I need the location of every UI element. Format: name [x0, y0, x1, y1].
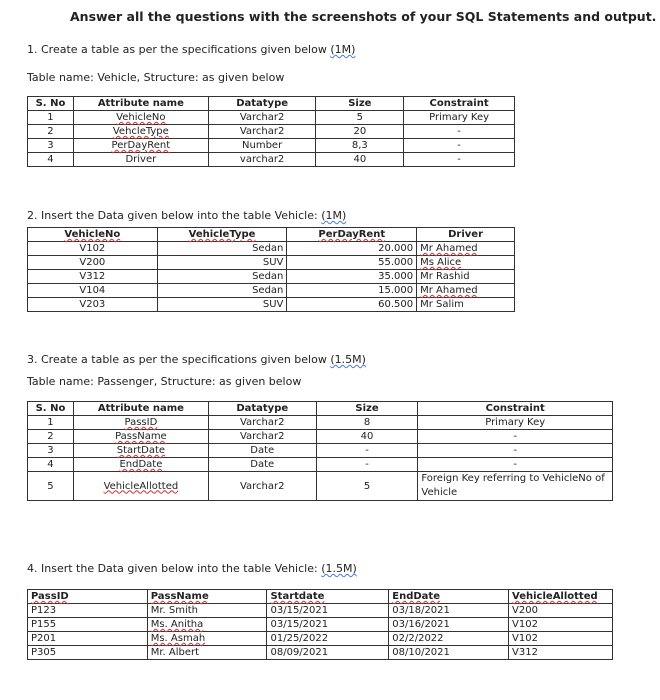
table-cell: Varchar2 — [208, 125, 316, 139]
header-cell: Constraint — [418, 402, 613, 416]
table-cell: 8,3 — [316, 139, 404, 153]
header-cell: Driver — [417, 228, 515, 242]
header-cell: VehicleType — [188, 229, 256, 240]
table-cell: 55.000 — [287, 256, 417, 270]
table-cell: 40 — [316, 430, 418, 444]
vehicle-data-table — [27, 227, 515, 312]
table-cell: - — [418, 444, 613, 458]
table-cell: P201 — [28, 632, 148, 646]
table-row — [28, 472, 613, 501]
table-cell: Sedan — [157, 270, 287, 284]
table-cell: 03/16/2021 — [389, 618, 509, 632]
table-cell: 1 — [28, 111, 74, 125]
table-cell: 5 — [28, 472, 74, 501]
question-3-subtitle: Table name: Passenger, Structure: as given below — [27, 375, 302, 388]
table-cell: Varchar2 — [208, 416, 316, 430]
table-cell: PerDayRent — [111, 140, 171, 151]
table-cell: 40 — [316, 153, 404, 167]
header-cell: Datatype — [208, 97, 316, 111]
table-cell: P155 — [28, 618, 148, 632]
table-cell: 20 — [316, 125, 404, 139]
table-cell: Primary Key — [404, 111, 515, 125]
question-2-label: 2. Insert the Data given below into the table Vehicle: — [27, 209, 322, 222]
table-cell: Mr Rashid — [417, 270, 515, 284]
table-row — [28, 153, 515, 167]
header-cell: S. No — [28, 402, 74, 416]
table-cell: Number — [208, 139, 316, 153]
table-cell: Foreign Key referring to VehicleNo of Vehicle — [418, 472, 613, 501]
table-cell: VehcleType — [112, 126, 169, 137]
table-cell: V200 — [28, 256, 158, 270]
table-cell: varchar2 — [208, 153, 316, 167]
vehicle-structure-table — [27, 96, 515, 167]
table-cell: Varchar2 — [208, 472, 316, 501]
table-row — [28, 604, 613, 618]
table-cell: Ms Alice — [420, 257, 462, 268]
table-cell: Primary Key — [418, 416, 613, 430]
table-cell: 08/10/2021 — [389, 646, 509, 660]
table-cell: 60.500 — [287, 298, 417, 312]
table-cell: 2 — [28, 430, 74, 444]
table-row — [28, 646, 613, 660]
table-cell: P305 — [28, 646, 148, 660]
question-3-marks: (1.5M) — [330, 353, 366, 366]
table-cell: Mr. Smith — [147, 604, 267, 618]
table-row — [28, 618, 613, 632]
question-1-label: 1. Create a table as per the specifications given below — [27, 43, 331, 56]
header-cell: EndDate — [392, 591, 440, 602]
table-cell: 3 — [28, 139, 74, 153]
table-cell: VehicleNo — [116, 112, 166, 123]
header-cell: Attribute name — [73, 97, 208, 111]
table-cell: V200 — [509, 604, 613, 618]
table-row — [28, 444, 613, 458]
table-row — [28, 298, 515, 312]
table-row — [28, 430, 613, 444]
table-cell: V102 — [28, 242, 158, 256]
question-1-text — [27, 43, 355, 56]
table-cell: Varchar2 — [208, 111, 316, 125]
table-cell: - — [316, 458, 418, 472]
table-cell: 8 — [316, 416, 418, 430]
table-row — [28, 242, 515, 256]
question-3-label: 3. Create a table as per the specifications given below — [27, 353, 331, 366]
table-row — [28, 270, 515, 284]
table-row — [28, 125, 515, 139]
question-4-marks: (1.5M) — [321, 562, 357, 575]
table-cell: Mr Ahamed — [420, 243, 478, 254]
table-cell: Mr Salim — [417, 298, 515, 312]
page-heading: Answer all the questions with the screenshots of your SQL Statements and output. — [70, 9, 657, 24]
table-cell: - — [404, 125, 515, 139]
table-cell: 2 — [28, 125, 74, 139]
table-cell: Driver — [73, 153, 208, 167]
question-1-marks: (1M) — [330, 43, 356, 56]
question-2-text — [27, 209, 346, 222]
passenger-data-table — [27, 589, 613, 660]
table-cell: Date — [208, 458, 316, 472]
table-cell: VehicleAllotted — [103, 480, 179, 492]
table-cell: EndDate — [119, 459, 163, 470]
table-cell: PassName — [115, 431, 167, 442]
table-row — [28, 416, 613, 430]
table-cell: Ms. Anitha — [150, 619, 204, 630]
header-cell: PerDayRent — [318, 229, 386, 240]
table-cell: 03/18/2021 — [389, 604, 509, 618]
question-2-marks: (1M) — [321, 209, 347, 222]
table-cell: Date — [208, 444, 316, 458]
table-cell: 02/2/2022 — [389, 632, 509, 646]
question-3-text — [27, 353, 366, 366]
table-cell: V104 — [28, 284, 158, 298]
table-header-row — [28, 228, 515, 242]
header-cell: Startdate — [270, 591, 325, 602]
table-cell: - — [418, 430, 613, 444]
table-cell: V312 — [509, 646, 613, 660]
table-cell: 15.000 — [287, 284, 417, 298]
header-cell: VehicleNo — [64, 229, 121, 240]
passenger-structure-table — [27, 401, 613, 501]
table-row — [28, 284, 515, 298]
table-cell: V312 — [28, 270, 158, 284]
header-cell: Size — [316, 97, 404, 111]
header-cell: PassName — [150, 591, 209, 602]
table-cell: V203 — [28, 298, 158, 312]
table-row — [28, 111, 515, 125]
table-cell: - — [316, 444, 418, 458]
header-cell: Attribute name — [73, 402, 208, 416]
table-row — [28, 139, 515, 153]
table-row — [28, 256, 515, 270]
table-header-row — [28, 402, 613, 416]
table-cell: 5 — [316, 472, 418, 501]
table-cell: Sedan — [157, 284, 287, 298]
table-cell: Mr Ahamed — [420, 285, 478, 296]
table-cell: 4 — [28, 153, 74, 167]
header-cell: VehicleAllotted — [512, 591, 598, 602]
table-cell: 5 — [316, 111, 404, 125]
table-cell: 35.000 — [287, 270, 417, 284]
table-cell: 03/15/2021 — [267, 618, 389, 632]
table-cell: V102 — [509, 618, 613, 632]
table-cell: V102 — [509, 632, 613, 646]
question-1-subtitle: Table name: Vehicle, Structure: as given below — [27, 71, 285, 84]
table-row — [28, 632, 613, 646]
header-cell: S. No — [28, 97, 74, 111]
table-cell: 03/15/2021 — [267, 604, 389, 618]
table-cell: P123 — [28, 604, 148, 618]
table-cell: - — [404, 153, 515, 167]
table-row — [28, 458, 613, 472]
table-cell: SUV — [157, 256, 287, 270]
table-cell: StartDate — [116, 445, 166, 456]
table-cell: Varchar2 — [208, 430, 316, 444]
table-header-row — [28, 590, 613, 604]
table-cell: Mr. Albert — [147, 646, 267, 660]
table-cell: 1 — [28, 416, 74, 430]
table-cell: 01/25/2022 — [267, 632, 389, 646]
table-header-row — [28, 97, 515, 111]
table-cell: PassID — [124, 417, 158, 428]
table-cell: Sedan — [157, 242, 287, 256]
table-cell: Ms. Asmah — [150, 633, 206, 644]
question-4-label: 4. Insert the Data given below into the table Vehicle: — [27, 562, 322, 575]
question-4-text — [27, 562, 357, 575]
header-cell: PassID — [31, 591, 69, 602]
table-cell: 20.000 — [287, 242, 417, 256]
table-cell: - — [404, 139, 515, 153]
table-cell: 4 — [28, 458, 74, 472]
header-cell: Constraint — [404, 97, 515, 111]
table-cell: 3 — [28, 444, 74, 458]
table-cell: 08/09/2021 — [267, 646, 389, 660]
header-cell: Datatype — [208, 402, 316, 416]
table-cell: - — [418, 458, 613, 472]
header-cell: Size — [316, 402, 418, 416]
table-cell: SUV — [157, 298, 287, 312]
